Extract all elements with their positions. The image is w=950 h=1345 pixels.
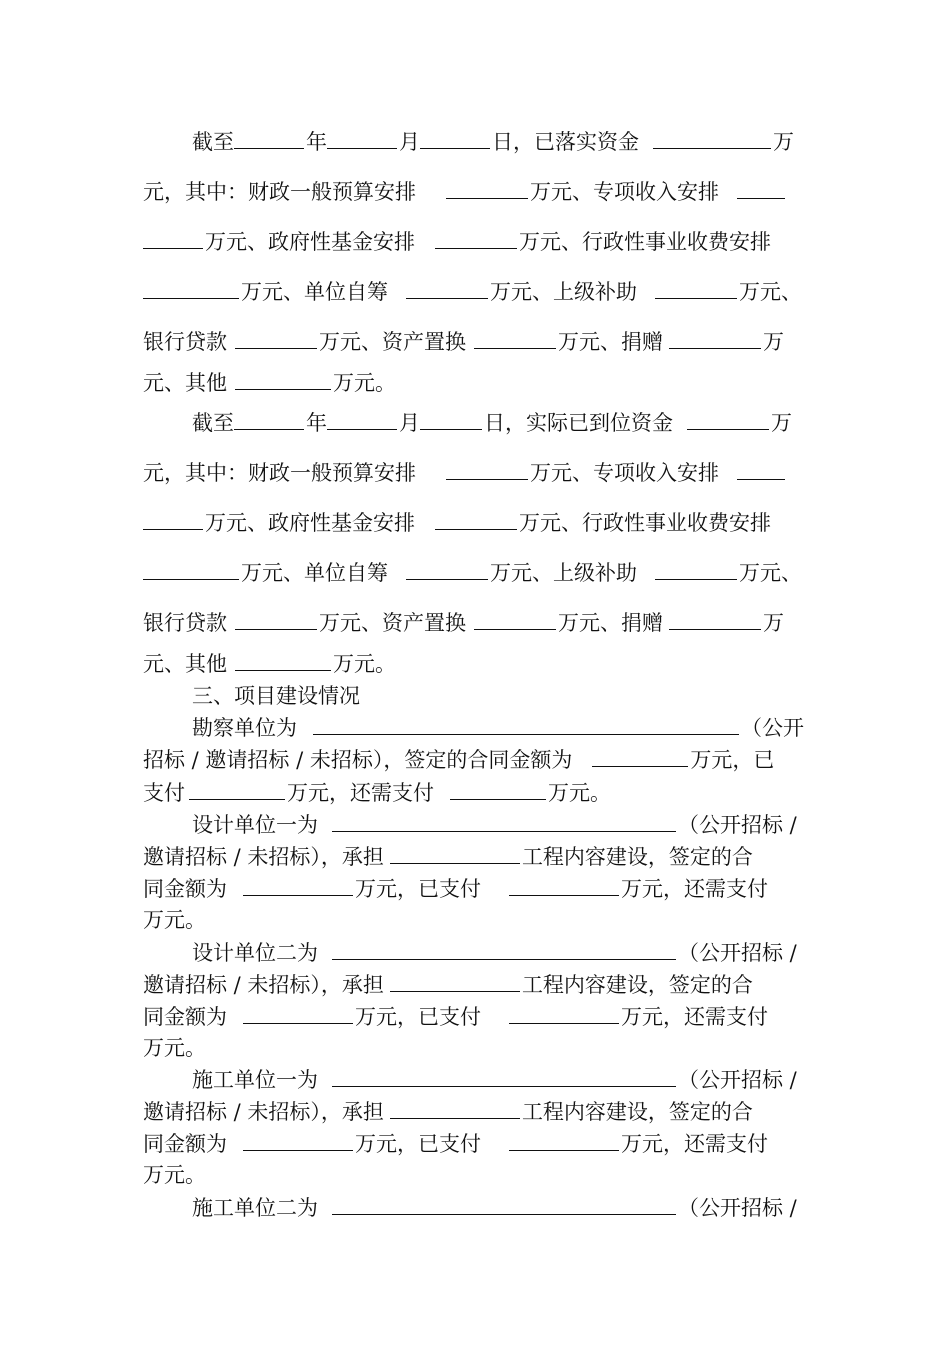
text-line <box>143 560 802 586</box>
fill-in-blank[interactable] <box>509 1022 619 1024</box>
fill-in-blank[interactable] <box>450 798 546 800</box>
fill-in-blank[interactable] <box>687 428 769 430</box>
text-segment: 万元，还需支付 <box>621 1132 768 1156</box>
fill-in-blank[interactable] <box>243 894 353 896</box>
text-segment: 设计单位二为 <box>192 941 318 965</box>
text-segment: 万元、资产置换 <box>319 611 466 635</box>
text-segment: 工程内容建设，签定的合 <box>521 1100 753 1124</box>
text-segment: 万元、政府性基金安排 <box>205 230 415 254</box>
text-segment: 万 <box>773 130 794 154</box>
text-segment: 元、其他 <box>143 371 227 395</box>
text-segment: 元，其中：财政一般预算安排 <box>143 461 416 485</box>
fill-in-blank[interactable] <box>313 733 739 735</box>
fill-in-blank[interactable] <box>235 388 331 390</box>
text-segment: 万元，还需支付 <box>621 1005 768 1029</box>
text-segment: 万元、行政性事业收费安排 <box>519 511 771 535</box>
text-segment: 施工单位一为 <box>192 1068 318 1092</box>
text-segment: 年 <box>306 130 327 154</box>
text-line <box>143 1099 753 1125</box>
text-segment: 万元、单位自筹 <box>241 561 388 585</box>
text-line <box>143 907 206 933</box>
fill-in-blank[interactable] <box>446 478 528 480</box>
text-segment: （公开 <box>741 716 804 740</box>
text-line <box>143 510 771 536</box>
text-segment: 施工单位二为 <box>192 1196 318 1220</box>
text-segment: 设计单位一为 <box>192 813 318 837</box>
text-segment: 万元，还需支付 <box>287 781 434 805</box>
fill-in-blank[interactable] <box>737 478 785 480</box>
text-segment: 万元、 <box>739 561 802 585</box>
text-segment: 工程内容建设，签定的合 <box>521 845 753 869</box>
text-segment: 万元。 <box>548 781 611 805</box>
fill-in-blank[interactable] <box>332 1085 676 1087</box>
fill-in-blank[interactable] <box>420 147 490 149</box>
text-segment: 万元、行政性事业收费安排 <box>519 230 771 254</box>
text-segment: 万元，已 <box>690 748 775 772</box>
fill-in-blank[interactable] <box>655 578 737 580</box>
text-segment: 万元、政府性基金安排 <box>205 511 415 535</box>
text-segment: 万元、捐赠 <box>558 330 663 354</box>
text-segment: （公开招标 / <box>678 1196 797 1220</box>
text-line <box>143 780 611 806</box>
text-line <box>192 940 797 966</box>
fill-in-blank[interactable] <box>474 628 556 630</box>
text-segment: 万元、上级补助 <box>490 561 637 585</box>
text-segment: 万元、资产置换 <box>319 330 466 354</box>
fill-in-blank[interactable] <box>669 347 761 349</box>
text-segment: （公开招标 / <box>678 941 797 965</box>
text-line <box>143 747 774 773</box>
text-segment: 招标 / 邀请招标 / 未招标），签定的合同金额为 <box>143 748 573 772</box>
text-segment: 同金额为 <box>143 1132 227 1156</box>
text-line <box>143 972 753 998</box>
fill-in-blank[interactable] <box>669 628 761 630</box>
text-segment: 工程内容建设，签定的合 <box>521 973 753 997</box>
fill-in-blank[interactable] <box>509 894 619 896</box>
fill-in-blank[interactable] <box>143 247 203 249</box>
fill-in-blank[interactable] <box>235 669 331 671</box>
text-segment: 截至 <box>192 130 234 154</box>
text-segment: 勘察单位为 <box>192 716 297 740</box>
text-segment: 万元、单位自筹 <box>241 280 388 304</box>
text-segment: 月 <box>399 130 420 154</box>
text-segment: 万元。 <box>143 1036 206 1060</box>
text-segment: 万元。 <box>143 908 206 932</box>
fill-in-blank[interactable] <box>406 297 488 299</box>
fill-in-blank[interactable] <box>420 428 482 430</box>
fill-in-blank[interactable] <box>235 628 317 630</box>
fill-in-blank[interactable] <box>332 958 676 960</box>
fill-in-blank[interactable] <box>143 528 203 530</box>
fill-in-blank[interactable] <box>243 1022 353 1024</box>
text-segment: 支付 <box>143 781 185 805</box>
fill-in-blank[interactable] <box>446 197 528 199</box>
fill-in-blank[interactable] <box>390 1117 520 1119</box>
fill-in-blank[interactable] <box>655 297 737 299</box>
text-line <box>192 812 797 838</box>
text-segment: 万元。 <box>333 371 396 395</box>
text-segment: 元、其他 <box>143 652 227 676</box>
text-segment: 万元、专项收入安排 <box>530 461 719 485</box>
text-line <box>143 1035 206 1061</box>
text-segment: 银行贷款 <box>143 330 227 354</box>
text-line <box>192 683 360 709</box>
text-segment: 三、项目建设情况 <box>192 684 360 708</box>
fill-in-blank[interactable] <box>474 347 556 349</box>
text-segment: （公开招标 / <box>678 1068 797 1092</box>
text-segment: 日，已落实资金 <box>492 130 639 154</box>
text-segment: 万元、上级补助 <box>490 280 637 304</box>
text-line <box>143 610 784 636</box>
text-segment: 万 <box>771 411 792 435</box>
text-segment: 万元，已支付 <box>355 1132 481 1156</box>
text-line <box>143 1162 206 1188</box>
text-segment: 邀请招标 / 未招标），承担 <box>143 1100 384 1124</box>
text-segment: 万元。 <box>333 652 396 676</box>
text-line <box>192 129 794 155</box>
text-line <box>143 179 787 205</box>
text-segment: 万 <box>763 611 784 635</box>
text-segment: 邀请招标 / 未招标），承担 <box>143 845 384 869</box>
text-line <box>143 329 784 355</box>
text-segment: 万元，还需支付 <box>621 877 768 901</box>
text-segment: 元，其中：财政一般预算安排 <box>143 180 416 204</box>
text-segment: 同金额为 <box>143 877 227 901</box>
text-line <box>143 651 396 677</box>
text-line <box>192 715 804 741</box>
text-segment: 万元、 <box>739 280 802 304</box>
fill-in-blank[interactable] <box>592 765 688 767</box>
fill-in-blank[interactable] <box>653 147 771 149</box>
text-line <box>143 844 753 870</box>
fill-in-blank[interactable] <box>327 147 397 149</box>
text-segment: 万元，已支付 <box>355 1005 481 1029</box>
text-segment: 邀请招标 / 未招标），承担 <box>143 973 384 997</box>
text-segment: 万元。 <box>143 1163 206 1187</box>
fill-in-blank[interactable] <box>390 990 520 992</box>
text-line <box>192 1195 797 1221</box>
text-line <box>143 370 396 396</box>
fill-in-blank[interactable] <box>332 830 676 832</box>
text-segment: 截至 <box>192 411 234 435</box>
fill-in-blank[interactable] <box>509 1149 619 1151</box>
fill-in-blank[interactable] <box>234 428 304 430</box>
fill-in-blank[interactable] <box>435 528 517 530</box>
fill-in-blank[interactable] <box>435 247 517 249</box>
text-segment: 年 <box>306 411 327 435</box>
fill-in-blank[interactable] <box>143 578 239 580</box>
fill-in-blank[interactable] <box>189 798 285 800</box>
text-segment: 万 <box>763 330 784 354</box>
fill-in-blank[interactable] <box>737 197 785 199</box>
text-segment: 万元、捐赠 <box>558 611 663 635</box>
text-line <box>143 460 787 486</box>
fill-in-blank[interactable] <box>390 862 520 864</box>
text-segment: 日，实际已到位资金 <box>484 411 673 435</box>
fill-in-blank[interactable] <box>327 428 397 430</box>
text-segment: 同金额为 <box>143 1005 227 1029</box>
fill-in-blank[interactable] <box>243 1149 353 1151</box>
text-segment: 万元、专项收入安排 <box>530 180 719 204</box>
fill-in-blank[interactable] <box>235 347 317 349</box>
fill-in-blank[interactable] <box>143 297 239 299</box>
text-segment: （公开招标 / <box>678 813 797 837</box>
text-line <box>143 1004 768 1030</box>
fill-in-blank[interactable] <box>234 147 304 149</box>
text-segment: 银行贷款 <box>143 611 227 635</box>
text-line <box>143 279 802 305</box>
fill-in-blank[interactable] <box>332 1213 676 1215</box>
text-line <box>192 410 792 436</box>
fill-in-blank[interactable] <box>406 578 488 580</box>
text-line <box>192 1067 797 1093</box>
text-line <box>143 876 768 902</box>
text-segment: 月 <box>399 411 420 435</box>
text-line <box>143 229 771 255</box>
text-segment: 万元，已支付 <box>355 877 481 901</box>
text-line <box>143 1131 768 1157</box>
